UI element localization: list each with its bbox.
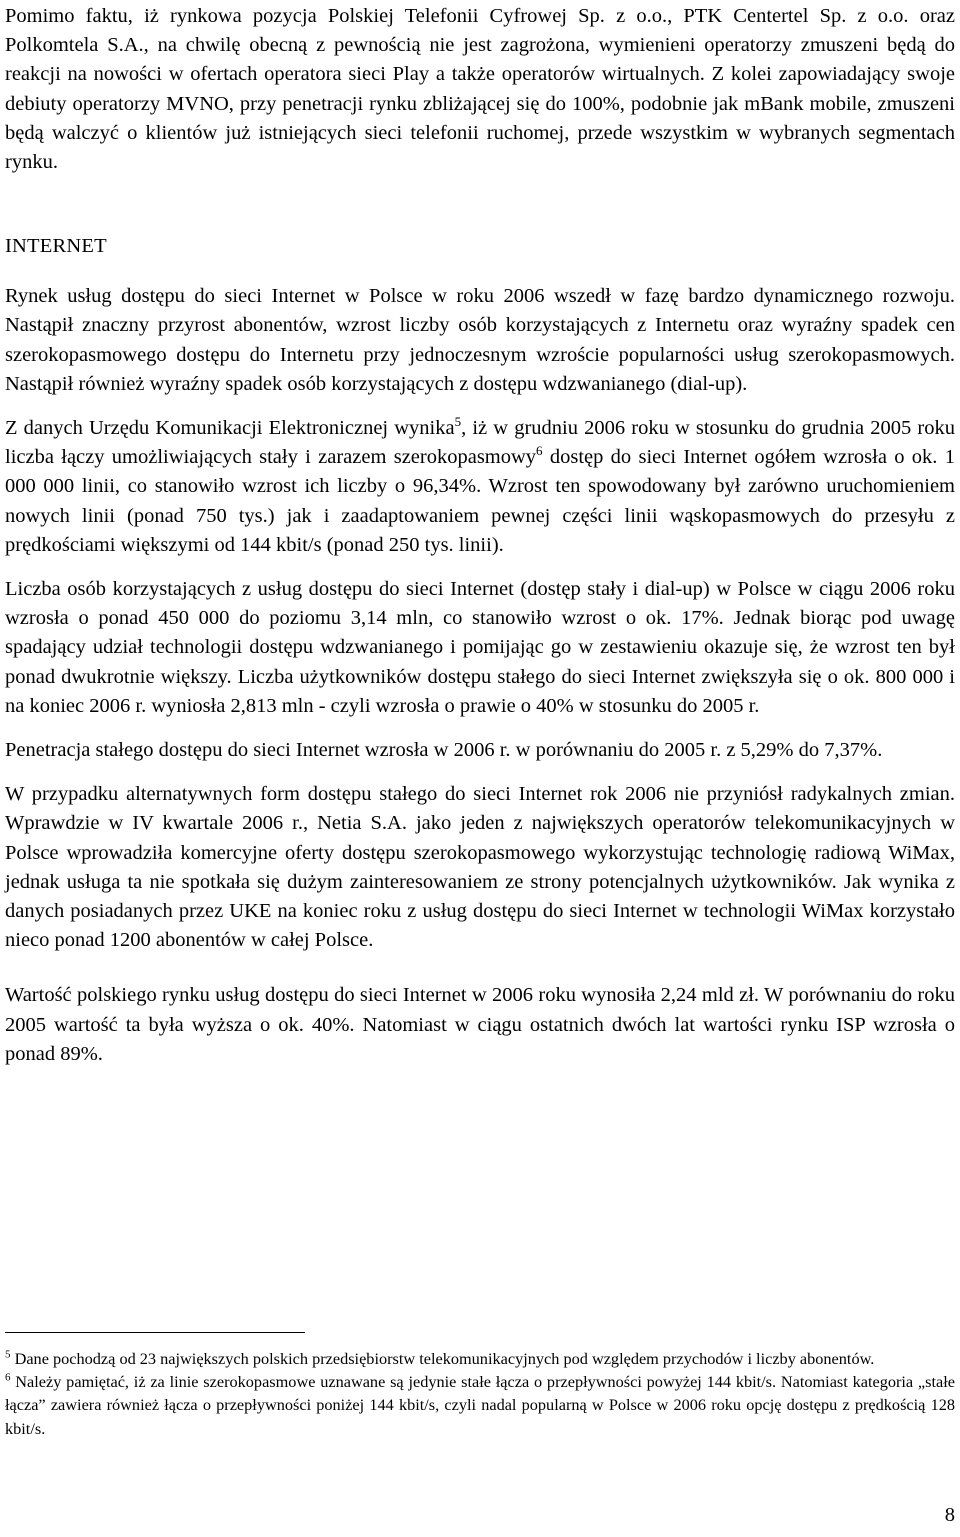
paragraph-uke-data-part-b: , iż w grudniu 2006 roku w stosunku do grudnia 2005 roku liczba łączy umożliwiających stały i zarazem szerokopasmowy bbox=[5, 417, 955, 469]
paragraph-penetration: Penetracja stałego dostępu do sieci Internet wzrosła w 2006 r. w porównaniu do 2005 r. z 5,29% do 7,37%. bbox=[5, 739, 883, 762]
page-number: 8 bbox=[944, 1504, 955, 1526]
paragraph-internet-market-development: Rynek usług dostępu do sieci Internet w Polsce w roku 2006 wszedł w fazę bardzo dynamicznego rozwoju. Nastąpił znaczny przyrost abonentów, wzrost liczby osób korzystających z Internetu oraz wyraźny spadek cen szerokopasmowego dostępu do Internetu przy jednoczesnym wzroście popularności usług szerokopasmowych. Nastąpił również wyraźny spadek osób korzystających z dostępu wdzwanianego (dial-up). bbox=[5, 285, 955, 395]
paragraph-internet-users: Liczba osób korzystających z usług dostępu do sieci Internet (dostęp stały i dial-up) w Polsce w ciągu 2006 roku wzrosła o ponad 450 000 do poziomu 3,14 mln, co stanowiło wzrost o ok. 17%. Jednak biorąc pod uwagę spadający udział technologii dostępu wdzwanianego i pomijając go w zestawieniu okazuje się, że wzrost ten był ponad dwukrotnie większy. Liczba użytkowników dostępu stałego do sieci Internet zwiększyła się o ok. 800 000 i na koniec 2006 r. wyniosła 2,813 mln - czyli wzrosła o prawie o 40% w stosunku do 2005 r. bbox=[5, 578, 955, 717]
paragraph-market-position: Pomimo faktu, iż rynkowa pozycja Polskiej Telefonii Cyfrowej Sp. z o.o., PTK Centertel Sp. z o.o. oraz Polkomtela S.A., na chwilę obecną z pewnością nie jest zagrożona, wymienieni operatorzy zmuszeni będą do reakcji na nowości w ofertach operatora sieci Play a także operatorów wirtualnych. Z kolei zapowiadający swoje debiuty operatorzy MVNO, przy penetracji rynku zbliżającej się do 100%, podobnie jak mBank mobile, zmuszeni będą walczyć o klientów już istniejących sieci telefonii ruchomej, przede wszystkim w wybranych segmentach rynku. bbox=[5, 5, 955, 174]
footnote-ref-6: 6 bbox=[536, 443, 543, 459]
footnote-number: 5 bbox=[5, 1348, 11, 1361]
footnotes bbox=[5, 1347, 955, 1440]
paragraph-wimax: W przypadku alternatywnych form dostępu stałego do sieci Internet rok 2006 nie przyniósł radykalnych zmian. Wprawdzie w IV kwartale 2006 r., Netia S.A. jako jeden z największych operatorów telekomunikacyjnych w Polsce wprowadziła komercyjne oferty dostępu szerokopasmowego wykorzystując technologię radiową WiMax, jednak usługa ta nie spotkała się dużym zainteresowaniem ze strony potencjalnych użytkowników. Jak wynika z danych posiadanych przez UKE na koniec roku z usług dostępu do sieci Internet w technologii WiMax korzystało nieco ponad 1200 abonentów w całej Polsce. bbox=[5, 783, 955, 952]
paragraph-uke-data-part-c: dostęp do sieci Internet ogółem wzrosła o ok. 1 000 000 linii, co stanowiło wzrost ich liczby o 96,34%. Wzrost ten spowodowany był zarówno uruchomieniem nowych linii (ponad 750 tys.) jak i zaadaptowaniem pewnej części linii wąskopasmowych do przesyłu z prędkościami większymi od 144 kbit/s (ponad 250 tys. linii). bbox=[5, 446, 955, 556]
footnote-separator bbox=[5, 1332, 305, 1333]
paragraph-uke-data-part-a: Z danych Urzędu Komunikacji Elektronicznej wynika bbox=[5, 417, 455, 440]
footnote-ref-5: 5 bbox=[454, 414, 462, 430]
footnote-number: 6 bbox=[5, 1371, 11, 1384]
footnote-text: Należy pamiętać, iż za linie szerokopasmowe uznawane są jedynie stałe łącza o przepływności powyżej 144 kbit/s. Natomiast kategoria „stałe łącza” zawiera również łącza o przepływności poniżej 144 kbit/s, czyli nadal popularną w Polsce w 2006 roku opcję dostępu z prędkością 128 kbit/s. bbox=[5, 1372, 955, 1438]
footnote-6 bbox=[5, 1370, 955, 1440]
paragraph-market-value: Wartość polskiego rynku usług dostępu do sieci Internet w 2006 roku wynosiła 2,24 mld zł. W porównaniu do roku 2005 wartość ta była wyższa o ok. 40%. Natomiast w ciągu ostatnich dwóch lat wartości rynku ISP wzrosła o ponad 89%. bbox=[5, 984, 955, 1065]
section-heading-internet: INTERNET bbox=[5, 235, 107, 258]
footnote-text: Dane pochodzą od 23 największych polskich przedsiębiorstw telekomunikacyjnych pod względem przychodów i liczby abonentów. bbox=[10, 1349, 875, 1368]
paragraph-uke-data bbox=[5, 414, 955, 560]
footnote-5 bbox=[5, 1347, 955, 1370]
document-body bbox=[5, 2, 955, 1069]
